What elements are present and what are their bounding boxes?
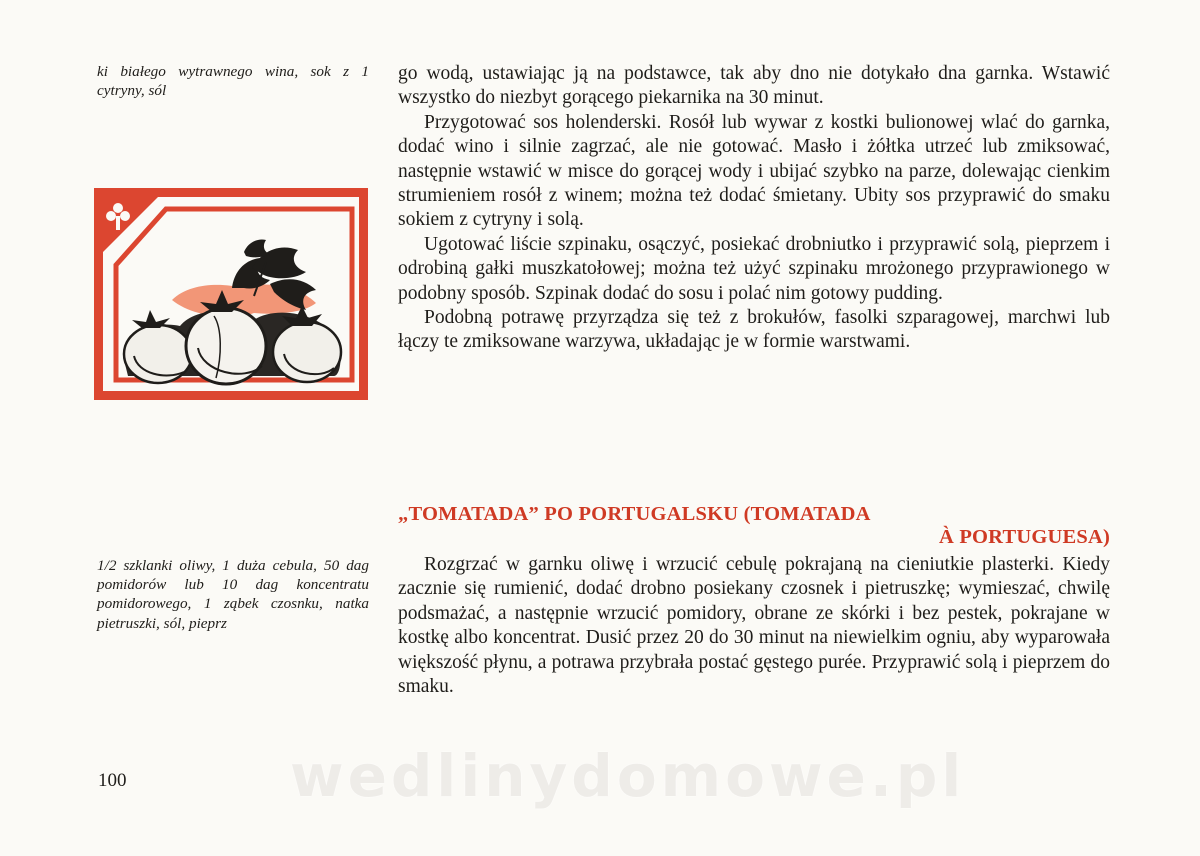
recipe-title-line-2: À PORTUGUESA) [938,526,1110,548]
recipe-title [398,503,1110,549]
paragraph: go wodą, ustawiając ją na podstawce, tak aby dno nie dotykało dna garnka. Wstawić wszystko do niezbyt gorącego piekarnika na 30 minut. [398,63,1110,109]
paragraph: Podobną potrawę przyrządza się też z brokułów, fasolki szparagowej, marchwi lub łączy te zmiksowane warzywa, układając je w formie warstwami. [398,307,1110,353]
watermark: wedlinydomowe.pl [290,742,966,810]
pudding-instructions [398,62,1110,355]
paragraph: Rozgrzać w garnku oliwę i wrzucić cebulę pokrajaną na cieniutkie plasterki. Kiedy zacznie się rumienić, dodać drobno posiekany czosnek i pietruszkę; wymieszać, chwilę podsmażać, a następnie wrzucić pomidory, obrane ze skórki i bez pestek, pokrajane w kostkę albo koncentrat. Dusić przez 20 do 30 minut na niewielkim ogniu, aby wyparowała większość płynu, a potrawa przybrała postać gęstego purée. Przyprawić solą i pieprzem do smaku. [398,554,1110,698]
tomatada-instructions [398,553,1110,699]
ingredients-note-tomatada: 1/2 szklanki oliwy, 1 duża cebula, 50 dag pomidorów lub 10 dag koncentratu pomidorowego, 1 ząbek czosnku, natka pietruszki, sól, pieprz [97,557,369,632]
recipe-title-line-1: „TOMATADA” PO PORTUGALSKU (TOMATADA [398,503,871,525]
tomato-illustration [94,188,368,400]
paragraph: Ugotować liście szpinaku, osączyć, posiekać drobniutko i przyprawić solą, pieprzem i odrobiną gałki muszkatołowej; można też użyć szpinaku mrożonego przyprawionego w podobny sposób. Szpinak dodać do sosu i polać nim gotowy pudding. [398,233,1110,304]
ingredients-note-wine: ki białego wytrawnego wina, sok z 1 cytryny, sól [97,63,369,100]
paragraph: Przygotować sos holenderski. Rosół lub wywar z kostki bulionowej wlać do garnka, dodać wino i silnie zagrzać, ale nie gotować. Masło i żółtka utrzeć lub zmiksować, następnie wstawić w misce do gorącej wody i ubijać szybko na parze, dolewając cienkim strumieniem rosół z winem; można też dodać śmietany. Ubity sos przyprawić do smaku sokiem z cytryny i solą. [398,111,1110,231]
page-number: 100 [98,770,127,791]
